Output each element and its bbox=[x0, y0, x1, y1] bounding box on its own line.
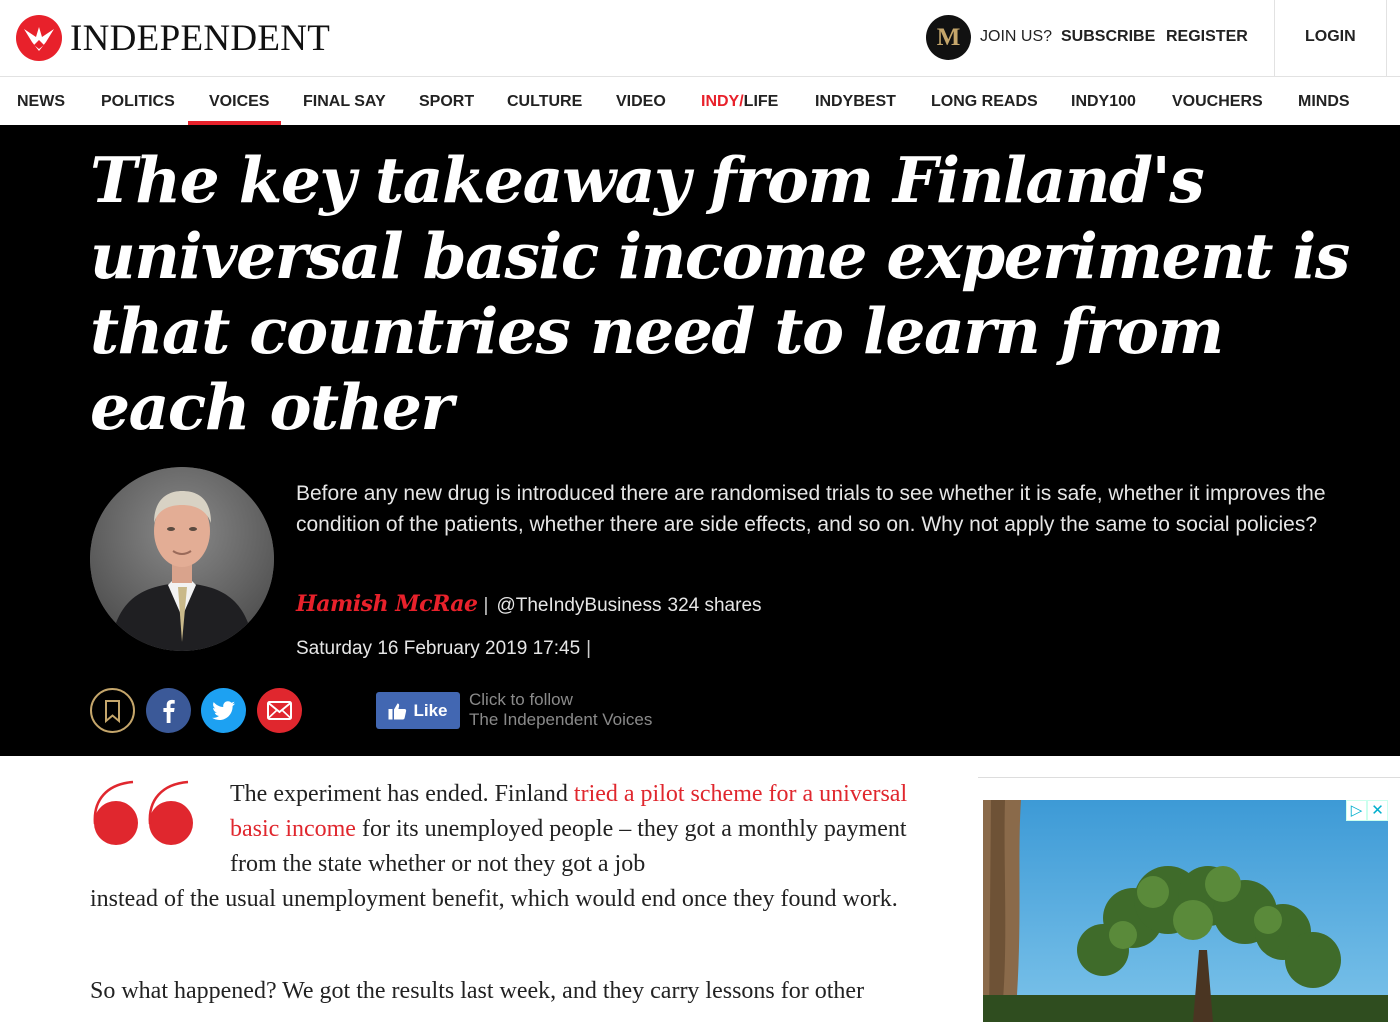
subscribe-link[interactable]: SUBSCRIBE bbox=[1061, 28, 1156, 45]
paragraph-text: The experiment has ended. Finland bbox=[230, 781, 574, 807]
article-paragraph: So what happened? We got the results last week, and they carry lessons for other bbox=[90, 978, 865, 1004]
header-divider bbox=[1386, 0, 1387, 77]
bookmark-icon bbox=[92, 690, 133, 731]
article-standfirst: Before any new drug is introduced there are randomised trials to see whether it is safe, whether it improves the condition of the patients, whether there are side effects, and so on. Why not apply the same to social policies? bbox=[296, 482, 1326, 536]
nav-item-voices[interactable]: VOICES bbox=[209, 93, 270, 110]
mail-icon bbox=[257, 688, 302, 733]
logo-wordmark: INDEPENDENT bbox=[70, 17, 331, 59]
ad-controls bbox=[1346, 800, 1388, 821]
nav-indy-prefix: INDY/ bbox=[701, 93, 744, 110]
register-link[interactable]: REGISTER bbox=[1166, 28, 1248, 45]
nav-item-minds[interactable]: MINDS bbox=[1298, 93, 1350, 110]
author-twitter-link[interactable]: @TheIndyBusiness bbox=[496, 595, 662, 616]
like-label: Like bbox=[413, 700, 448, 720]
nav-item-final-say[interactable]: FINAL SAY bbox=[303, 93, 386, 110]
email-share-button[interactable] bbox=[257, 688, 302, 733]
follow-line-1: Click to follow bbox=[469, 690, 573, 709]
paragraph-text: for its unemployed people – they got a monthly payment from the state whether or not they got a job bbox=[230, 816, 907, 877]
nav-item-indy100[interactable]: INDY100 bbox=[1071, 93, 1136, 110]
article-inline-link[interactable]: tried a pilot scheme for a universal basic income bbox=[230, 781, 908, 842]
nav-item-long-reads[interactable]: LONG READS bbox=[931, 93, 1038, 110]
follow-prompt bbox=[469, 690, 652, 730]
nav-item-news[interactable]: NEWS bbox=[17, 93, 65, 110]
nav-item-indybest[interactable]: INDYBEST bbox=[815, 93, 896, 110]
nav-item-sport[interactable]: SPORT bbox=[419, 93, 475, 110]
advertisement[interactable] bbox=[983, 800, 1388, 1022]
thumbs-up-icon bbox=[388, 702, 407, 720]
article-headline: The key takeaway from Finland's universal basic income experiment is that countries need to learn from each other bbox=[90, 143, 1349, 444]
membership-logo-icon[interactable]: M bbox=[926, 15, 971, 60]
sidebar-divider bbox=[978, 777, 1400, 778]
header-divider bbox=[1274, 0, 1275, 77]
facebook-icon bbox=[146, 688, 191, 733]
date-separator: | bbox=[586, 638, 592, 659]
facebook-like-button[interactable] bbox=[376, 692, 460, 729]
twitter-icon bbox=[201, 688, 246, 733]
article-date bbox=[296, 638, 591, 660]
facebook-share-button[interactable] bbox=[146, 688, 191, 733]
site-header bbox=[0, 0, 1400, 77]
close-icon[interactable]: ✕ bbox=[1367, 800, 1388, 821]
nav-item-politics[interactable]: POLITICS bbox=[101, 93, 175, 110]
nav-indy-suffix: LIFE bbox=[743, 93, 779, 110]
byline-separator: | bbox=[483, 595, 489, 616]
ad-image bbox=[983, 800, 1388, 1022]
eagle-logo-icon bbox=[16, 15, 62, 61]
share-count: 324 shares bbox=[667, 595, 762, 616]
login-link[interactable]: LOGIN bbox=[1305, 28, 1356, 45]
twitter-share-button[interactable] bbox=[201, 688, 246, 733]
join-us-link[interactable]: JOIN US? bbox=[980, 28, 1053, 45]
publish-date: Saturday 16 February 2019 17:45 bbox=[296, 638, 581, 659]
follow-line-2: The Independent Voices bbox=[469, 710, 653, 729]
byline bbox=[296, 591, 762, 617]
nav-item-vouchers[interactable]: VOUCHERS bbox=[1172, 93, 1263, 110]
site-logo[interactable] bbox=[16, 14, 330, 62]
nav-item-indy-life[interactable] bbox=[701, 93, 778, 111]
author-avatar bbox=[90, 467, 274, 651]
article-hero bbox=[0, 125, 1400, 756]
article-paragraph-continued: instead of the usual unemployment benefit, which would end once they found work. bbox=[90, 886, 898, 912]
nav-item-video[interactable]: VIDEO bbox=[616, 93, 666, 110]
nav-item-culture[interactable]: CULTURE bbox=[507, 93, 583, 110]
main-nav bbox=[0, 77, 1400, 125]
adchoices-icon[interactable]: ▷ bbox=[1346, 800, 1367, 821]
article-paragraph bbox=[230, 777, 920, 882]
author-link[interactable]: Hamish McRae bbox=[296, 591, 478, 617]
bookmark-button[interactable] bbox=[90, 688, 135, 733]
quote-mark-icon bbox=[89, 780, 201, 846]
